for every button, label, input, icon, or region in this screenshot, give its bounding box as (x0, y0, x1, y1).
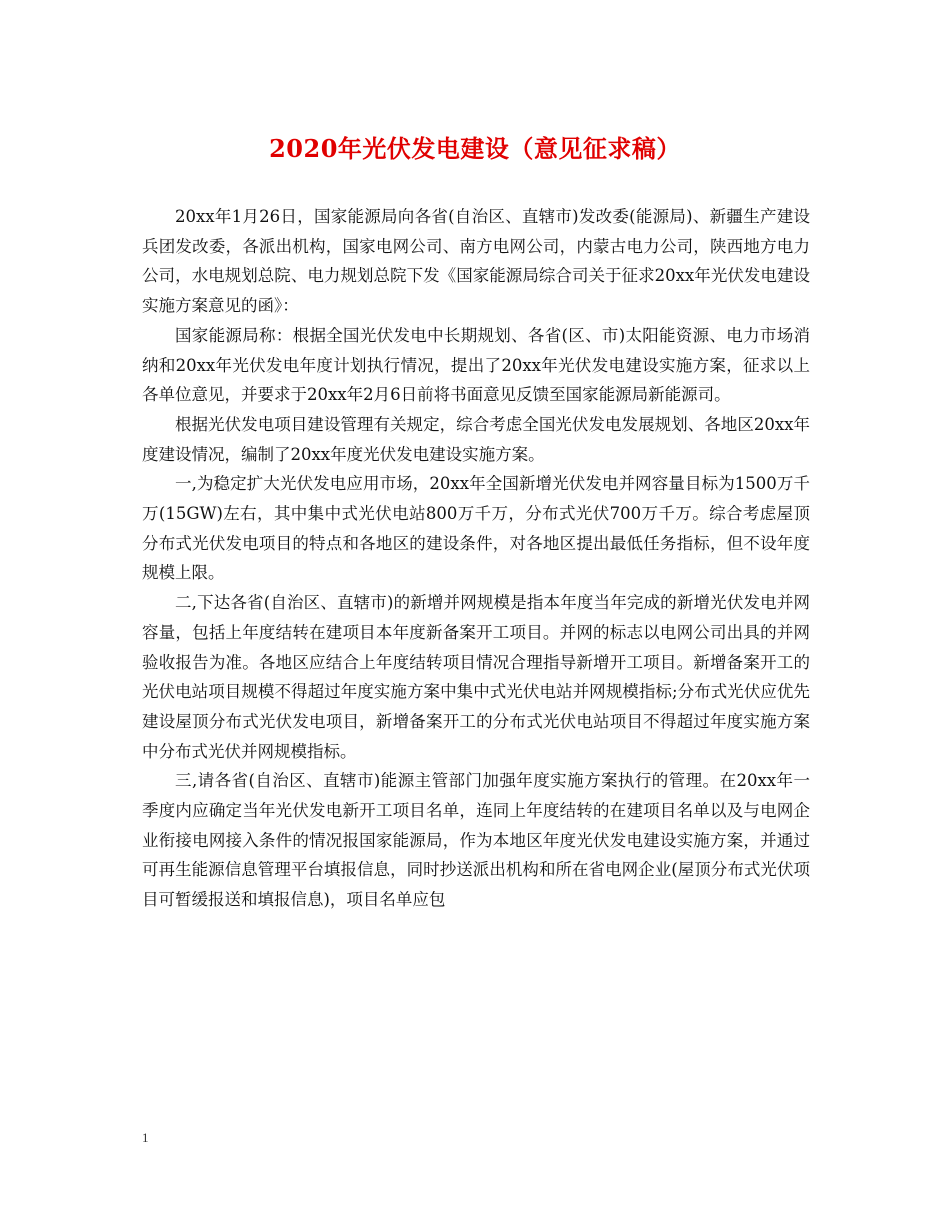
paragraph-6: 三,请各省(自治区、直辖市)能源主管部门加强年度实施方案执行的管理。在20xx年一季度内应确定当年光伏发电新开工项目名单，连同上年度结转的在建项目名单以及与电网企业衔接电网接入条件的情况报国家能源局，作为本地区年度光伏发电建设实施方案，并通过可再生能源信息管理平台填报信息，同时抄送派出机构和所在省电网企业(屋顶分布式光伏项目可暂缓报送和填报信息)，项目名单应包 (142, 771, 810, 910)
document-body (142, 202, 810, 915)
page-number: 1 (142, 1130, 149, 1145)
paragraph-2: 国家能源局称：根据全国光伏发电中长期规划、各省(区、市)太阳能资源、电力市场消纳和20xx年光伏发电年度计划执行情况，提出了20xx年光伏发电建设实施方案，征求以上各单位意见，并要求于20xx年2月6日前将书面意见反馈至国家能源局新能源司。 (142, 325, 810, 405)
paragraph-4: 一,为稳定扩大光伏发电应用市场，20xx年全国新增光伏发电并网容量目标为1500万千万(15GW)左右，其中集中式光伏电站800万千万，分布式光伏700万千万。综合考虑屋顶分布式光伏发电项目的特点和各地区的建设条件，对各地区提出最低任务指标，但不设年度规模上限。 (142, 474, 810, 583)
paragraph-1: 20xx年1月26日，国家能源局向各省(自治区、直辖市)发改委(能源局)、新疆生产建设兵团发改委，各派出机构，国家电网公司、南方电网公司，内蒙古电力公司，陕西地方电力公司，水电规划总院、电力规划总院下发《国家能源局综合司关于征求20xx年光伏发电建设实施方案意见的函》： (142, 207, 810, 316)
paragraph-3: 根据光伏发电项目建设管理有关规定，综合考虑全国光伏发电发展规划、各地区20xx年度建设情况，编制了20xx年度光伏发电建设实施方案。 (142, 414, 810, 464)
paragraph-5: 二,下达各省(自治区、直辖市)的新增并网规模是指本年度当年完成的新增光伏发电并网容量，包括上年度结转在建项目本年度新备案开工项目。并网的标志以电网公司出具的并网验收报告为准。各地区应结合上年度结转项目情况合理指导新增开工项目。新增备案开工的光伏电站项目规模不得超过年度实施方案中集中式光伏电站并网规模指标;分布式光伏应优先建设屋顶分布式光伏发电项目，新增备案开工的分布式光伏电站项目不得超过年度实施方案中分布式光伏并网规模指标。 (142, 593, 810, 761)
document-title: 2020年光伏发电建设（意见征求稿） (269, 134, 681, 163)
